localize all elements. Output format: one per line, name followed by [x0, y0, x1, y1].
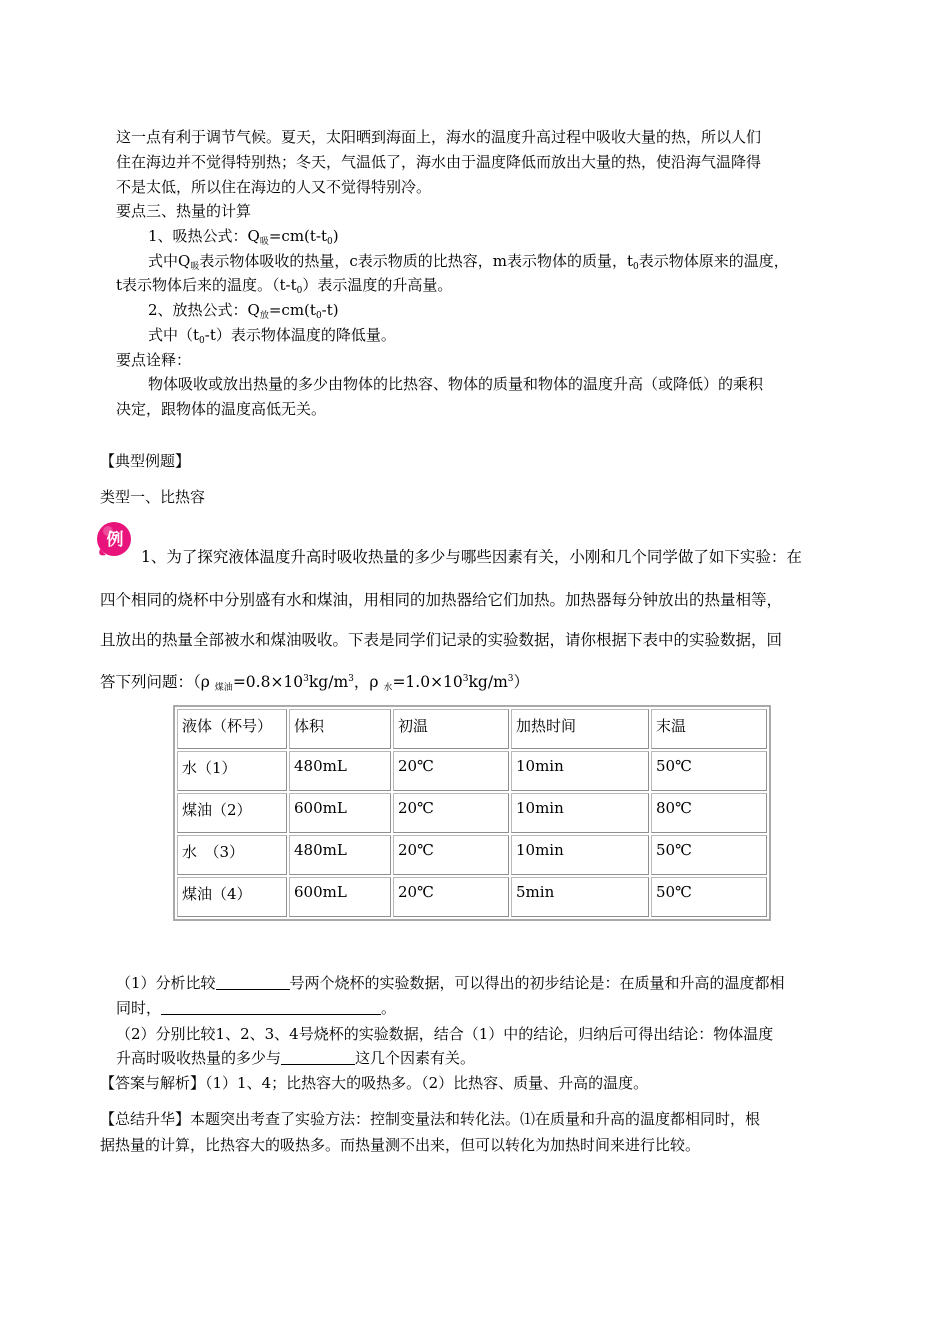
answer-analysis: 【答案与解析】（1）1、4；比热容大的吸热多。（2）比热容、质量、升高的温度。 [100, 1074, 649, 1092]
formula-absorb: 1、吸热公式：$Q_吸=cm(t-t_0)$ [148, 227, 339, 247]
table-cell: 20℃ [393, 793, 509, 833]
example-badge-icon [96, 519, 136, 559]
answer-blank[interactable] [216, 975, 290, 990]
table-cell: 煤油（4） [177, 877, 287, 917]
sub-question-2-line-2: 升高时吸收热量的多少与 这几个因素有关。 [116, 1049, 476, 1067]
table-cell: 20℃ [393, 835, 509, 875]
question-line-3: 且放出的热量全部被水和煤油吸收。下表是同学们记录的实验数据，请你根据下表中的实验数据，回 [100, 631, 783, 649]
answer-blank[interactable] [281, 1050, 355, 1065]
table-cell: 20℃ [393, 751, 509, 791]
table-row [177, 751, 767, 791]
table-cell: 600mL [289, 877, 391, 917]
note-heading: 要点诠释： [116, 351, 192, 369]
formula-absorb-desc-1: 式中$Q_吸$表示物体吸收的热量，c表示物质的比热容，m表示物体的质量，$t_0$表示物体原来的温度， [148, 252, 789, 272]
formula-release: 2、放热公式：$Q_放=cm(t_0-t)$ [148, 301, 339, 321]
table-row [177, 877, 767, 917]
table-header-cell: 初温 [393, 709, 509, 749]
table-cell: 水（1） [177, 751, 287, 791]
question-line-2: 四个相同的烧杯中分别盛有水和煤油，用相同的加热器给它们加热。加热器每分钟放出的热量相等， [100, 591, 783, 609]
formula-release-desc: 式中$(t_0-t)$表示物体温度的降低量。 [148, 326, 396, 346]
summary-line-2: 据热量的计算，比热容大的吸热多。而热量测不出来，但可以转化为加热时间来进行比较。 [100, 1136, 701, 1154]
table-header-row [177, 709, 767, 749]
note-line-1: 物体吸收或放出热量的多少由物体的比热容、物体的质量和物体的温度升高（或降低）的乘积 [148, 375, 764, 393]
table-cell: 600mL [289, 793, 391, 833]
table-cell: 10min [511, 751, 649, 791]
type-heading: 类型一、比热容 [100, 488, 206, 506]
table-row [177, 835, 767, 875]
table-row [177, 793, 767, 833]
experiment-data-table [173, 705, 771, 921]
question-line-4: 答下列问题：（ρ $_{煤油}=0.8\times 10^3kg/m^3$，ρ $_水=1.0\times 10^3kg/m^3$） [100, 673, 530, 693]
intro-line-2: 住在海边并不觉得特别热；冬天，气温低了，海水由于温度降低而放出大量的热，使沿海气温降得 [116, 153, 762, 171]
section-heading-heat-calc: 要点三、热量的计算 [116, 202, 252, 220]
table-header-cell: 液体（杯号） [177, 709, 287, 749]
table-cell: 80℃ [651, 793, 767, 833]
formula-absorb-desc-2: t表示物体后来的温度。$(t-t_0)$表示温度的升高量。 [116, 276, 453, 296]
answer-blank[interactable] [161, 1000, 381, 1015]
table-cell: 50℃ [651, 835, 767, 875]
sub-question-2-line-1: （2）分别比较1、2、3、4号烧杯的实验数据，结合（1）中的结论，归纳后可得出结论：物体温度 [116, 1025, 774, 1043]
table-cell: 50℃ [651, 877, 767, 917]
table-cell: 20℃ [393, 877, 509, 917]
table-header-cell: 末温 [651, 709, 767, 749]
table-cell: 10min [511, 793, 649, 833]
table-cell: 50℃ [651, 751, 767, 791]
note-line-2: 决定，跟物体的温度高低无关。 [116, 400, 327, 418]
table-cell: 480mL [289, 835, 391, 875]
intro-line-3: 不是太低，所以住在海边的人又不觉得特别冷。 [116, 178, 432, 196]
table-cell: 480mL [289, 751, 391, 791]
question-line-1: 1、为了探究液体温度升高时吸收热量的多少与哪些因素有关，小刚和几个同学做了如下实验：在 [141, 548, 802, 566]
table-header-cell: 体积 [289, 709, 391, 749]
example-badge-label: 例 [106, 530, 124, 550]
intro-line-1: 这一点有利于调节气候。夏天，太阳晒到海面上，海水的温度升高过程中吸收大量的热，所以人们 [116, 128, 762, 146]
table-cell: 5min [511, 877, 649, 917]
table-cell: 煤油（2） [177, 793, 287, 833]
sub-question-1-line-2: 同时， 。 [116, 999, 397, 1017]
table-header-cell: 加热时间 [511, 709, 649, 749]
examples-heading: 【典型例题】 [100, 452, 191, 470]
summary-line-1: 【总结升华】本题突出考查了实验方法：控制变量法和转化法。⑴在质量和升高的温度都相同时，根 [100, 1110, 761, 1128]
table-cell: 10min [511, 835, 649, 875]
sub-question-1-line-1: （1）分析比较 号两个烧杯的实验数据，可以得出的初步结论是：在质量和升高的温度都相 [116, 974, 785, 992]
table-cell: 水 （3） [177, 835, 287, 875]
